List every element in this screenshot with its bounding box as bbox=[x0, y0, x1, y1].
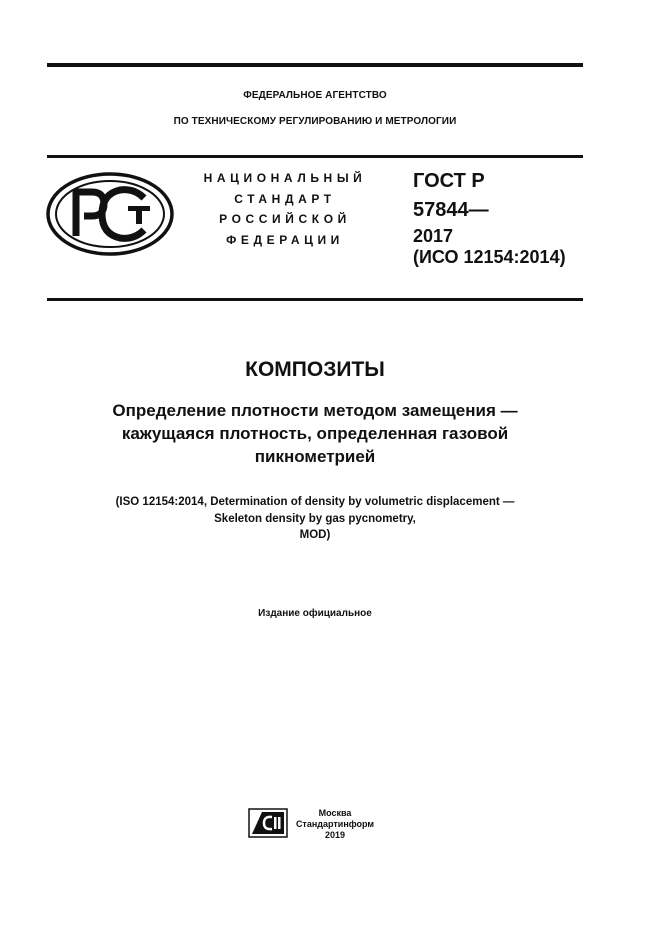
iso-reference-line-1: (ISO 12154:2014, Determination of density by volumetric displacement — bbox=[115, 496, 515, 508]
national-standard-line-1: НАЦИОНАЛЬНЫЙ bbox=[203, 171, 367, 185]
iso-reference-line-2: Skeleton density by gas pycnometry, bbox=[214, 513, 416, 525]
title-rule bbox=[47, 298, 583, 301]
subtitle-line-1: Определение плотности методом замещения — bbox=[112, 401, 518, 420]
national-standard-line-2: СТАНДАРТ bbox=[234, 192, 336, 206]
iso-reference-line-3: MOD) bbox=[299, 529, 331, 541]
agency-line-2: ПО ТЕХНИЧЕСКОМУ РЕГУЛИРОВАНИЮ И МЕТРОЛОГИИ bbox=[173, 116, 457, 127]
publisher-year: 2019 bbox=[324, 830, 346, 840]
standard-designation: ГОСТ Р bbox=[413, 170, 485, 192]
standard-number: 57844— bbox=[413, 199, 489, 221]
national-standard-line-4: ФЕДЕРАЦИИ bbox=[226, 233, 344, 247]
standard-year: 2017 bbox=[413, 226, 454, 246]
iso-designation: (ИСО 12154:2014) bbox=[413, 247, 566, 267]
publisher-name: Стандартинформ bbox=[295, 819, 375, 829]
subtitle-line-2: кажущаяся плотность, определенная газовой bbox=[121, 424, 509, 443]
publisher-city: Москва bbox=[318, 808, 352, 818]
national-standard-line-3: РОССИЙСКОЙ bbox=[219, 212, 351, 226]
standartinform-logo-icon bbox=[248, 808, 288, 838]
edition-label: Издание официальное bbox=[258, 608, 372, 619]
gost-r-logo-icon bbox=[46, 172, 174, 256]
top-rule bbox=[47, 63, 583, 67]
document-title: КОМПОЗИТЫ bbox=[245, 358, 385, 381]
header-rule bbox=[47, 155, 583, 158]
subtitle-line-3: пикнометрией bbox=[254, 447, 376, 466]
agency-line-1: ФЕДЕРАЛЬНОЕ АГЕНТСТВО bbox=[243, 90, 387, 101]
